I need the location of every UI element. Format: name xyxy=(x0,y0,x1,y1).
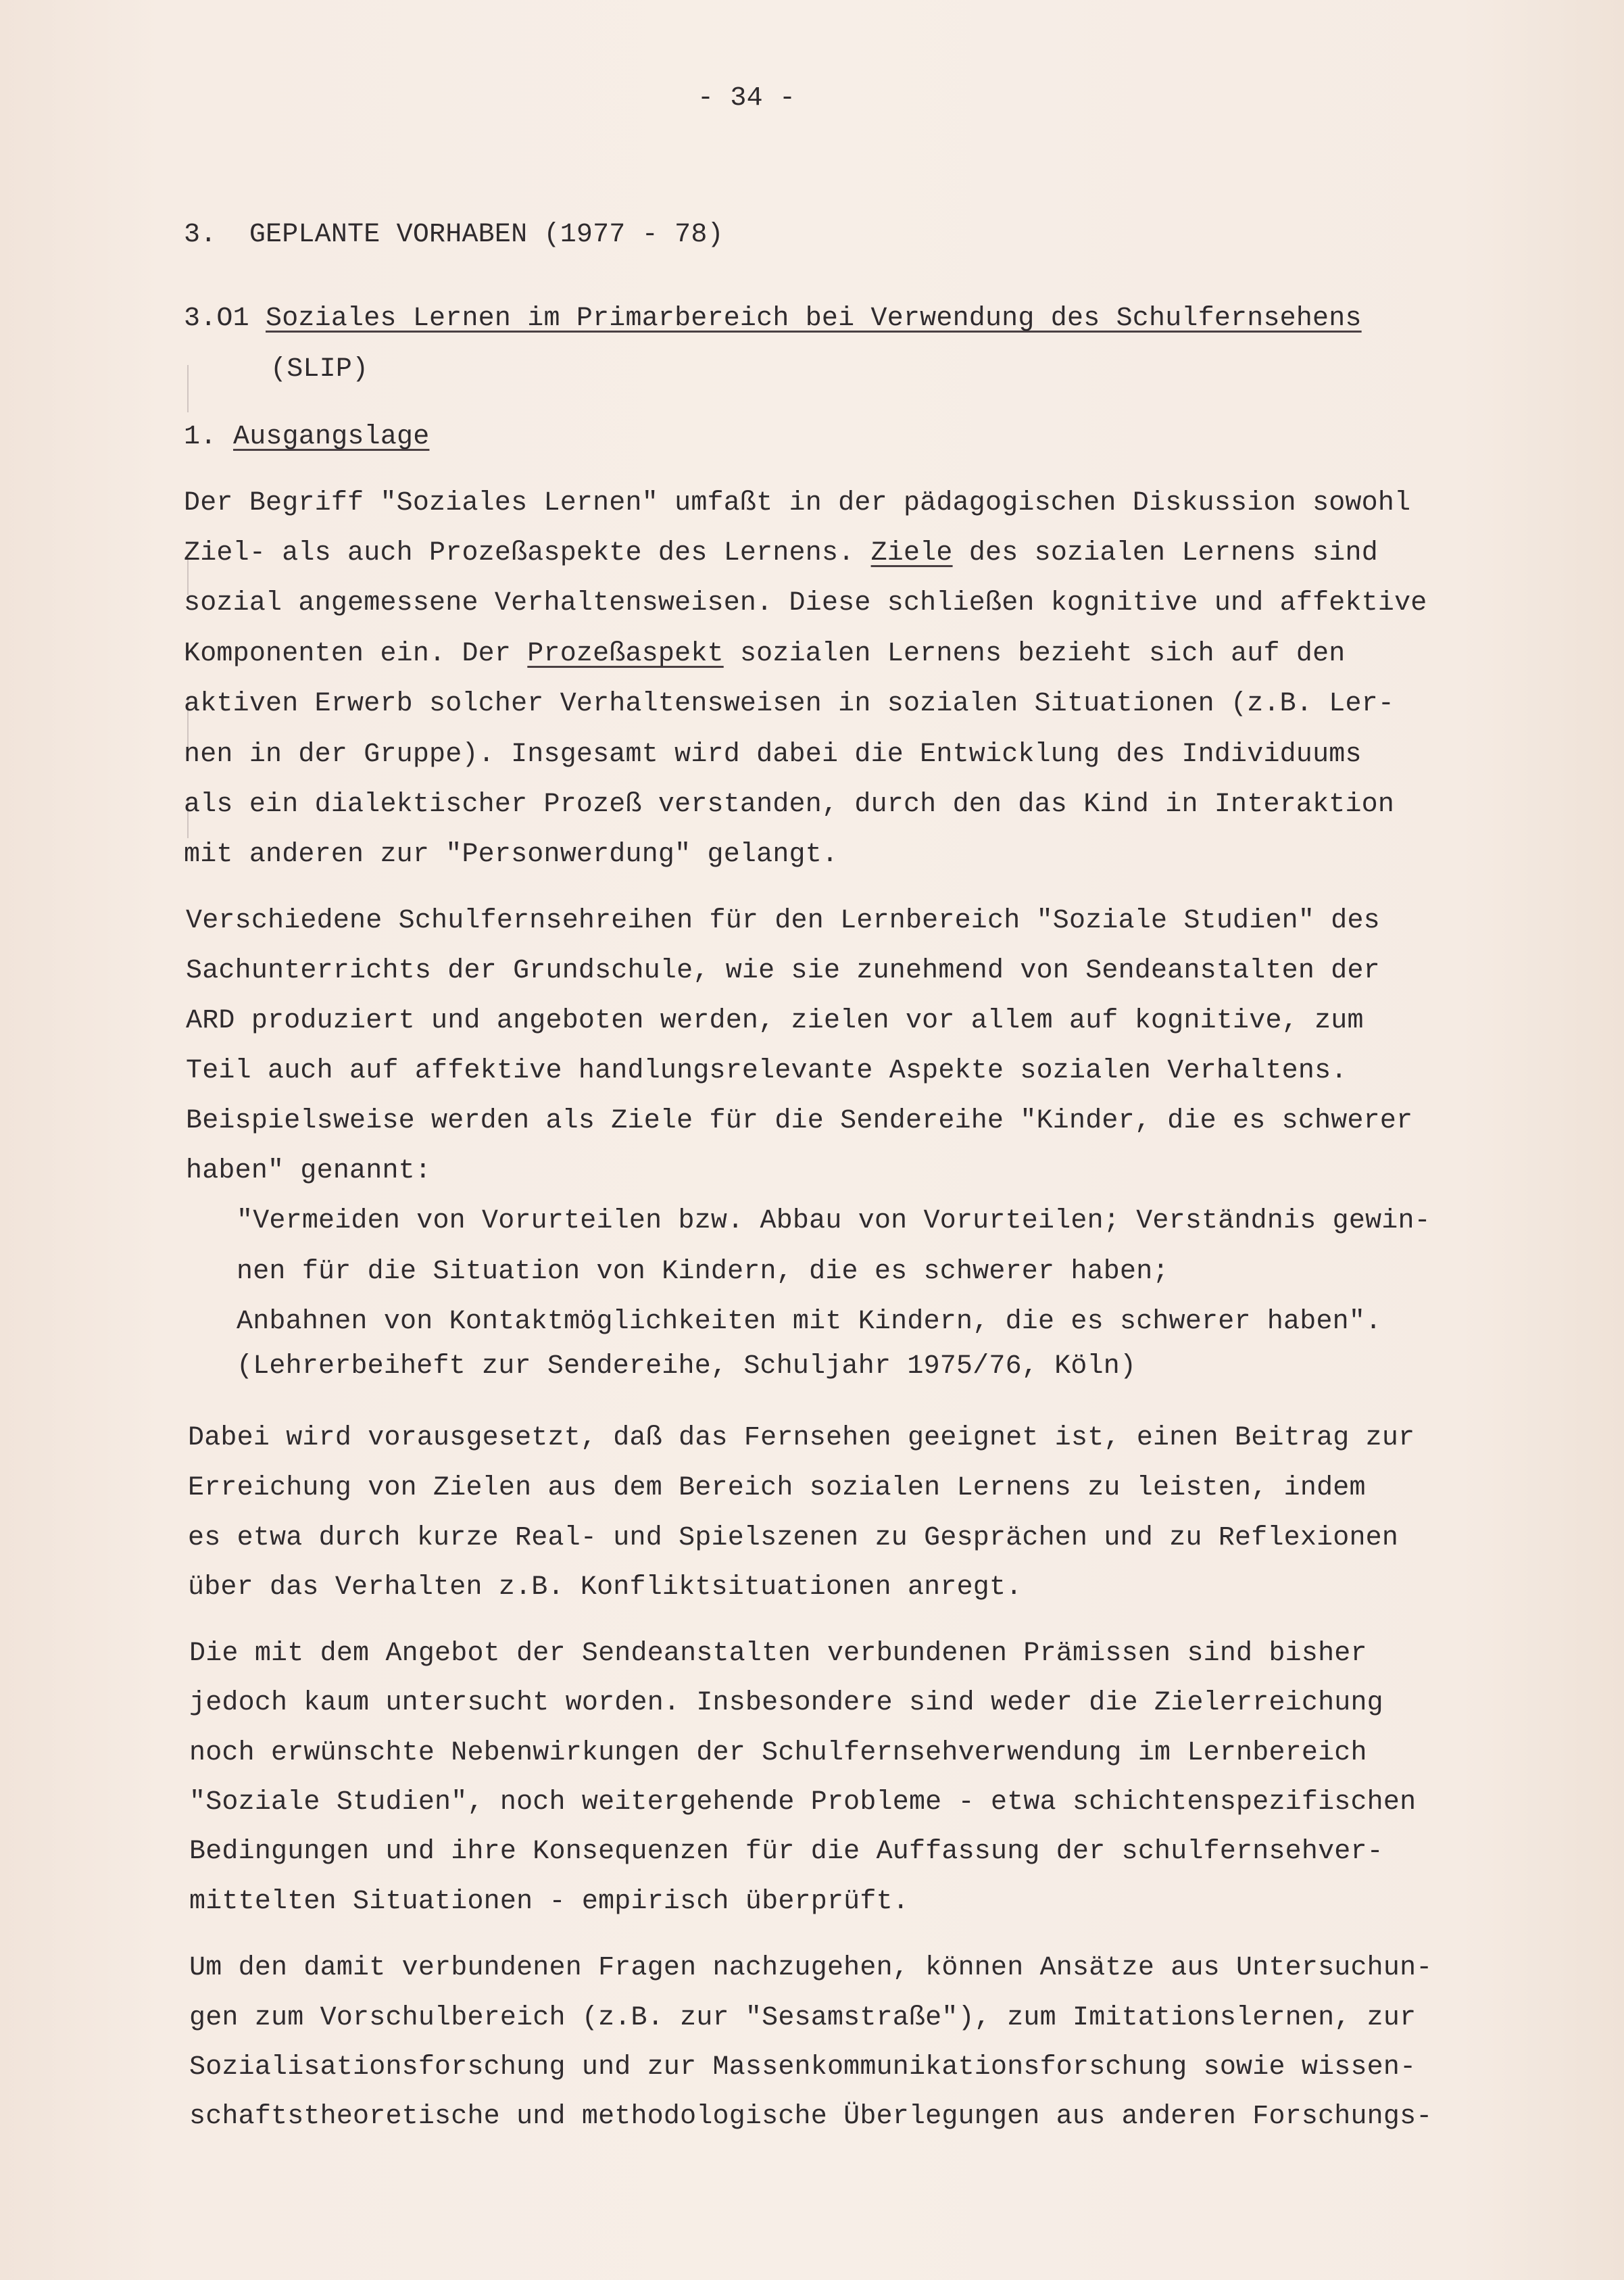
emphasis-ziele: Ziele xyxy=(870,538,953,568)
text-line: jedoch kaum untersucht worden. Insbesondere sind weder die Zielerreichung xyxy=(189,1688,1383,1718)
text-segment: Ziel- als auch Prozeßaspekte des Lernens. xyxy=(184,538,871,568)
text-segment: des sozialen Lernens sind xyxy=(952,538,1378,568)
margin-mark xyxy=(187,365,189,412)
text-line: ARD produziert und angeboten werden, zielen vor allem auf kognitive, zum xyxy=(186,1006,1364,1036)
text-line: über das Verhalten z.B. Konfliktsituationen anregt. xyxy=(188,1572,1023,1603)
text-segment: sozialen Lernens bezieht sich auf den xyxy=(723,639,1346,669)
text-line: "Soziale Studien", noch weitergehende Probleme - etwa schichtenspezifischen xyxy=(189,1787,1417,1818)
subsection-title-cont: (SLIP) xyxy=(270,354,369,385)
text-line: Um den damit verbundenen Fragen nachzugehen, können Ansätze aus Untersuchun- xyxy=(189,1953,1433,1983)
quote-citation: (Lehrerbeiheft zur Sendereihe, Schuljahr 1975/76, Köln) xyxy=(237,1351,1137,1382)
subsection-number: 3.O1 xyxy=(184,304,249,334)
page-number: - 34 - xyxy=(697,83,796,114)
text-line xyxy=(184,641,1346,668)
quote-line: "Vermeiden von Vorurteilen bzw. Abbau von Vorurteilen; Verständnis gewin- xyxy=(237,1206,1431,1236)
text-line: Sozialisationsforschung und zur Massenkommunikationsforschung sowie wissen- xyxy=(189,2052,1417,2083)
subheading-title: Ausgangslage xyxy=(233,422,430,452)
quote-line: nen für die Situation von Kindern, die es schwerer haben; xyxy=(237,1257,1169,1287)
text-line: sozial angemessene Verhaltensweisen. Diese schließen kognitive und affektive xyxy=(184,588,1427,618)
text-line: nen in der Gruppe). Insgesamt wird dabei die Entwicklung des Individuums xyxy=(184,739,1362,770)
subsection-title: Soziales Lernen im Primarbereich bei Verwendung des Schulfernsehens xyxy=(266,304,1362,334)
section-heading: 3. GEPLANTE VORHABEN (1977 - 78) xyxy=(184,220,724,250)
text-line: noch erwünschte Nebenwirkungen der Schulfernsehverwendung im Lernbereich xyxy=(189,1738,1367,1768)
text-line: Erreichung von Zielen aus dem Bereich sozialen Lernens zu leisten, indem xyxy=(188,1473,1366,1503)
text-line: mittelten Situationen - empirisch überprüft. xyxy=(189,1887,909,1917)
subheading-number: 1. xyxy=(184,422,217,452)
emphasis-prozessaspekt: Prozeßaspekt xyxy=(527,639,724,669)
text-line: gen zum Vorschulbereich (z.B. zur "Sesamstraße"), zum Imitationslernen, zur xyxy=(189,2003,1417,2033)
text-line xyxy=(184,540,1378,567)
text-line: schaftstheoretische und methodologische Überlegungen aus anderen Forschungs- xyxy=(189,2102,1433,2132)
text-line: Beispielsweise werden als Ziele für die Sendereihe "Kinder, die es schwerer xyxy=(186,1106,1413,1136)
text-line: als ein dialektischer Prozeß verstanden, durch den das Kind in Interaktion xyxy=(184,790,1395,820)
text-line: mit anderen zur "Personwerdung" gelangt. xyxy=(184,840,839,870)
text-line: es etwa durch kurze Real- und Spielszenen zu Gesprächen und zu Reflexionen xyxy=(188,1523,1399,1553)
text-line: Bedingungen und ihre Konsequenzen für die Auffassung der schulfernsehver- xyxy=(189,1837,1383,1867)
text-line: Sachunterrichts der Grundschule, wie sie zunehmend von Sendeanstalten der xyxy=(186,956,1380,986)
text-line: Verschiedene Schulfernsehreihen für den Lernbereich "Soziale Studien" des xyxy=(186,906,1380,936)
text-line: Der Begriff "Soziales Lernen" umfaßt in der pädagogischen Diskussion sowohl xyxy=(184,488,1411,518)
quote-line: Anbahnen von Kontaktmöglichkeiten mit Kindern, die es schwerer haben". xyxy=(237,1307,1382,1337)
text-line: Die mit dem Angebot der Sendeanstalten verbundenen Prämissen sind bisher xyxy=(189,1639,1367,1669)
text-line: haben" genannt: xyxy=(186,1156,432,1186)
text-line: Teil auch auf affektive handlungsrelevante Aspekte sozialen Verhaltens. xyxy=(186,1056,1348,1086)
text-line: Dabei wird vorausgesetzt, daß das Fernsehen geeignet ist, einen Beitrag zur xyxy=(188,1423,1415,1453)
text-segment: Komponenten ein. Der xyxy=(184,639,528,669)
text-line: aktiven Erwerb solcher Verhaltensweisen in sozialen Situationen (z.B. Ler- xyxy=(184,689,1395,719)
